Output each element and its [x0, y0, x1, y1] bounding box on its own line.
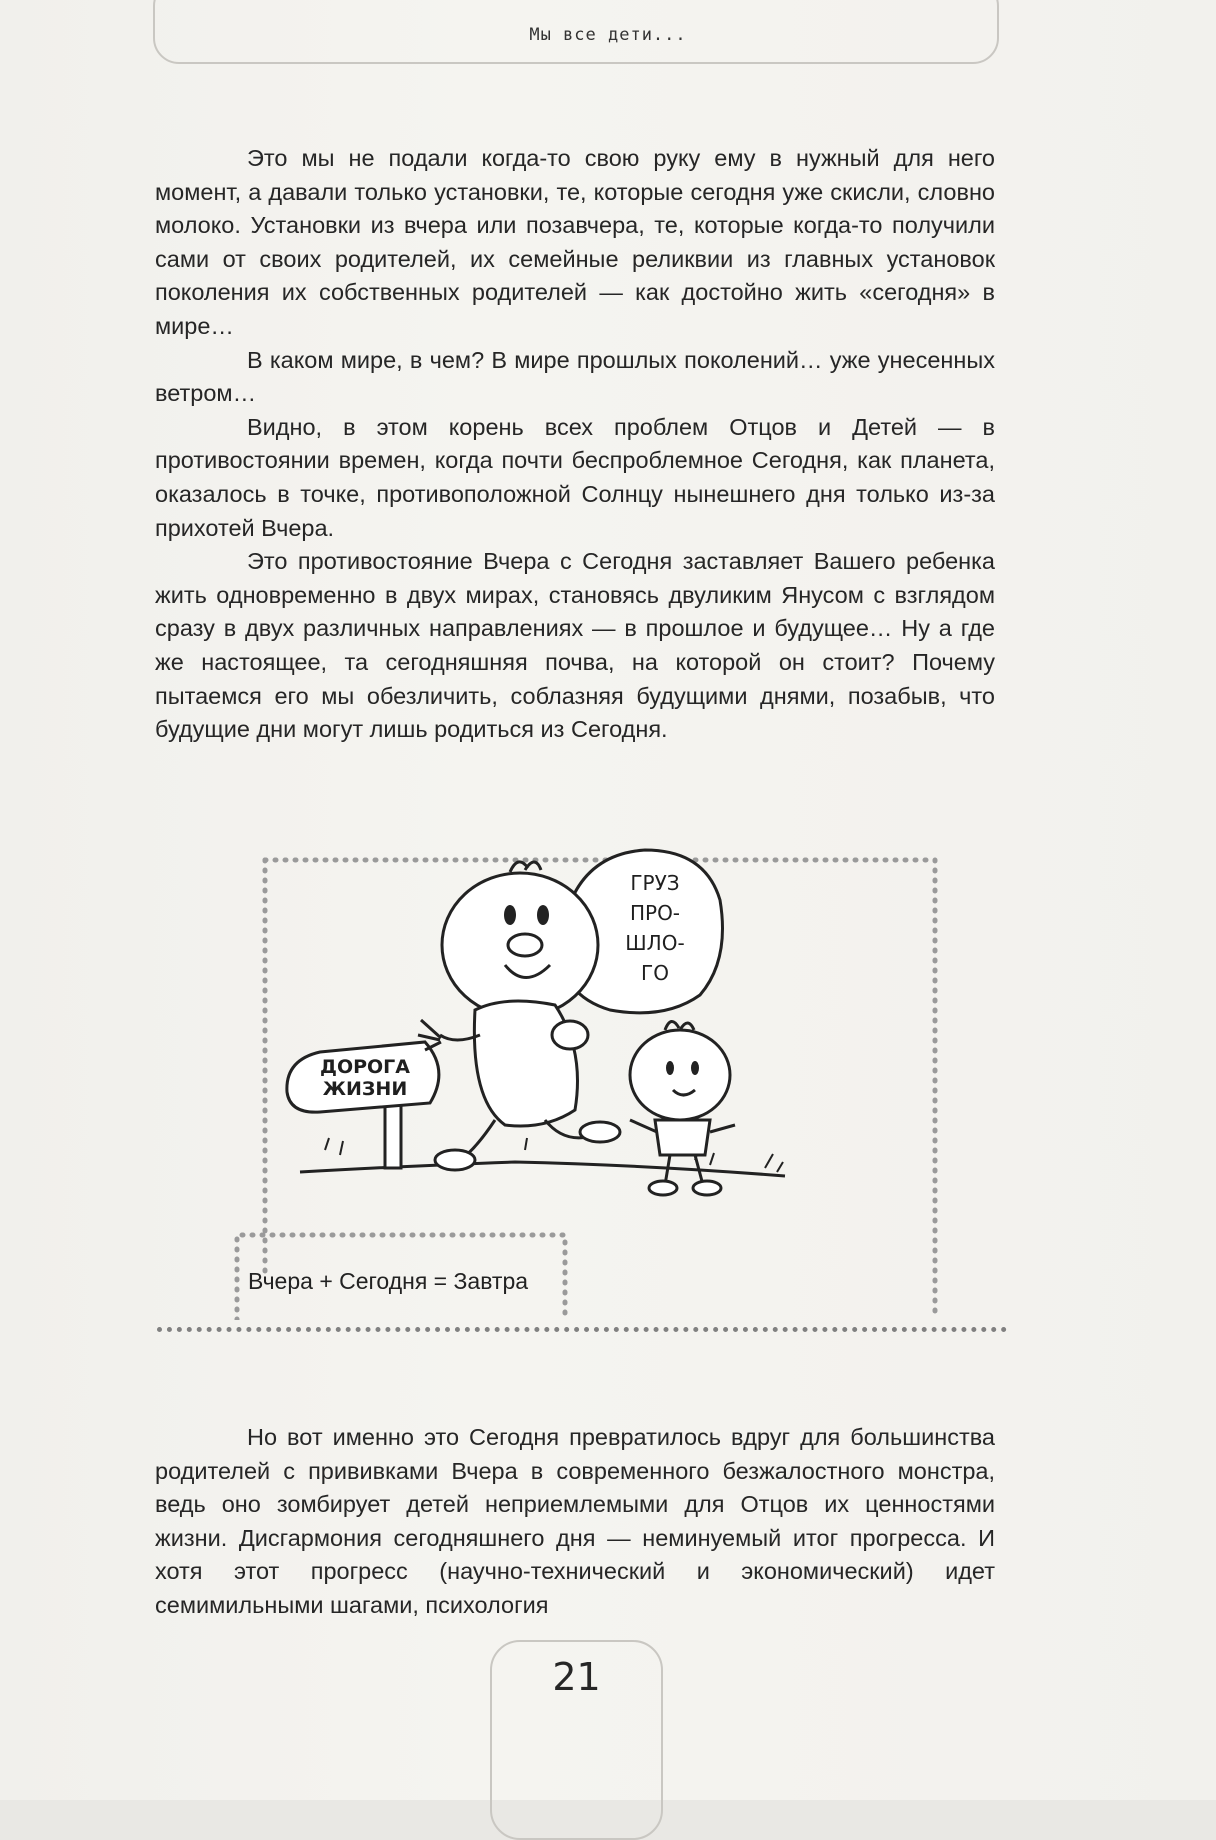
sign-label [305, 1056, 425, 1100]
paragraph: Это противостояние Вчера с Сегодня заставляет Вашего ребенка жить одновременно в двух мирах, становясь двуликим Янусом с взглядом сразу в двух различных направлениях — в прошлое и будущее… Ну а где же настоящее, та сегодняшняя почва, на которой он стоит? Почему пытаемся его мы обезличить, соблазняя будущими днями, позабыв, что будущие дни могут лишь родиться из Сегодня. [155, 548, 995, 743]
paragraph: Видно, в этом корень всех проблем Отцов и Детей — в противостоянии времен, когда почти беспроблемное Сегодня, как планета, оказалось в точке, противоположной Солнцу нынешнего дня только из-за прихотей Вчера. [155, 413, 995, 541]
sack-line: ГО [641, 961, 669, 985]
paragraph: В каком мире, в чем? В мире прошлых поколений… уже унесенных ветром… [155, 346, 995, 407]
text-block-bottom [155, 1421, 995, 1623]
sack-label [610, 868, 700, 988]
dotted-divider [157, 1327, 1007, 1332]
illustration [225, 820, 945, 1320]
sack-line: ШЛО- [625, 931, 685, 955]
sign-line: ДОРОГА [320, 1056, 410, 1078]
paragraph: Но вот именно это Сегодня превратилось вдруг для большинства родителей с прививками Вчера в современного безжалостного монстра, ведь оно зомбирует детей неприемлемыми для Отцов их ценностями жизни. Дисгармония сегодняшнего дня — неминуемый итог прогресса. И хотя этот прогресс (научно-технический и экономический) идет семимильными шагами, психология [155, 1424, 995, 1618]
paragraph: Это мы не подали когда-то свою руку ему в нужный для него момент, а давали только установки, те, которые сегодня уже скисли, словно молоко. Установки из вчера или позавчера, те, которые когда-то получили сами от своих родителей, их семейные реликвии из главных установок поколения их собственных родителей — как достойно жить «сегодня» в мире… [155, 145, 995, 339]
sign-line: ЖИЗНИ [322, 1078, 408, 1100]
sack-line: ГРУЗ [630, 871, 680, 895]
text-block-top [155, 142, 995, 747]
running-head: Мы все дети... [529, 25, 687, 45]
page-number: 21 [552, 1655, 601, 1699]
figure-caption: Вчера + Сегодня = Завтра [248, 1268, 529, 1294]
sack-line: ПРО- [629, 901, 681, 925]
